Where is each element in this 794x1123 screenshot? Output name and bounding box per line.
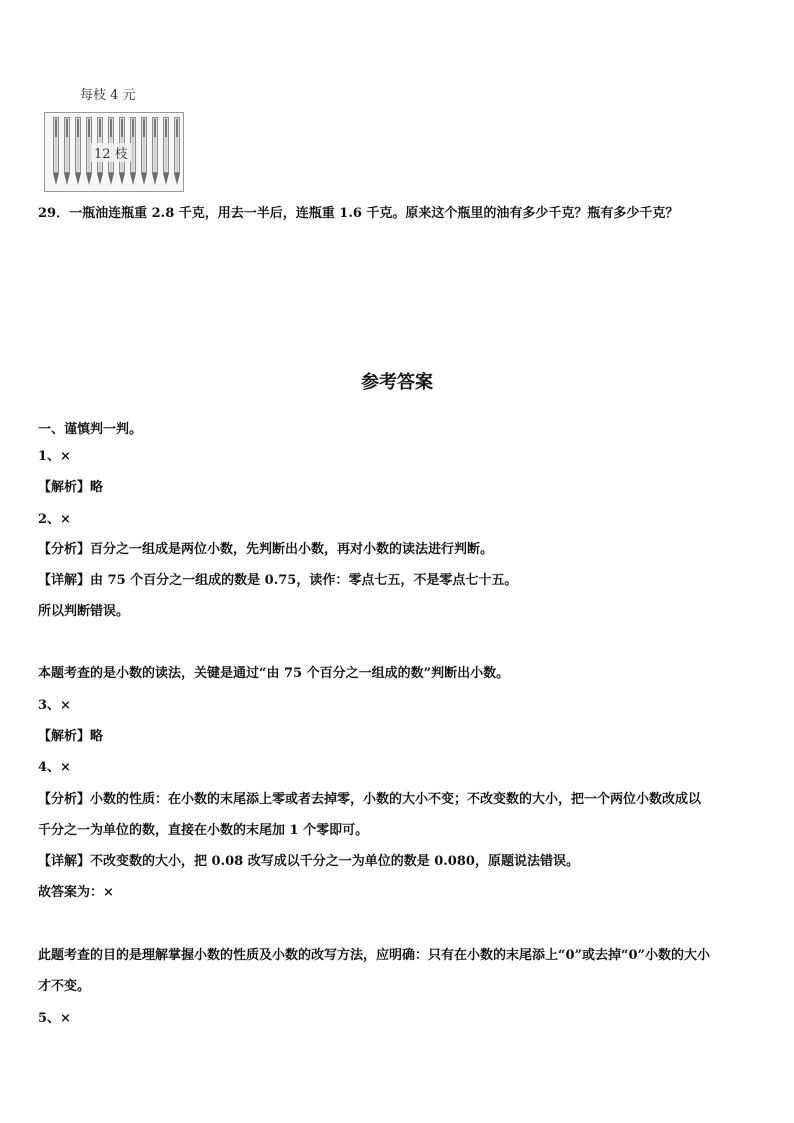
price-caption: 每枝 4 元 (80, 88, 136, 103)
pencil-count-label: 12 枝 (91, 143, 131, 162)
pencil-icon (73, 117, 83, 187)
answer-4-analysis-line1: 【分析】小数的性质：在小数的末尾添上零或者去掉零，小数的大小不变；不改变数的大小，把一个两位小数改成以 (38, 792, 702, 807)
answer-4-detail: 【详解】不改变数的大小，把 0.08 改写成以千分之一为单位的数是 0.080，原题说法错误。 (38, 854, 579, 869)
pencil-icon (62, 117, 72, 187)
pencil-icon (172, 117, 182, 187)
answer-3: 3、× (38, 698, 71, 713)
pencil-icon (139, 117, 149, 187)
answer-4-note-line2: 才不变。 (38, 979, 91, 994)
pencil-icon (161, 117, 171, 187)
answer-2-detail: 【详解】由 75 个百分之一组成的数是 0.75，读作：零点七五，不是零点七十五。 (38, 573, 518, 588)
answer-2-conclusion: 所以判断错误。 (38, 604, 130, 619)
pencil-icon (51, 117, 61, 187)
question-29: 29．一瓶油连瓶重 2.8 千克，用去一半后，连瓶重 1.6 千克。原来这个瓶里的油有多少千克？瓶有多少千克？ (38, 206, 679, 221)
answer-5: 5、× (38, 1011, 71, 1026)
answer-4-analysis-line2: 千分之一为单位的数，直接在小数的末尾加 1 个零即可。 (38, 823, 369, 838)
answers-title: 参考答案 (361, 372, 433, 393)
answer-2-note: 本题考查的是小数的读法，关键是通过“由 75 个百分之一组成的数”判断出小数。 (38, 666, 510, 681)
answer-1-analysis: 【解析】略 (38, 480, 104, 495)
pencil-box-image (44, 112, 184, 192)
answer-4: 4、× (38, 760, 71, 775)
answer-2-analysis: 【分析】百分之一组成是两位小数，先判断出小数，再对小数的读法进行判断。 (38, 542, 494, 557)
answer-2: 2、× (38, 512, 71, 527)
answer-4-note-line1: 此题考查的目的是理解掌握小数的性质及小数的改写方法，应明确：只有在小数的末尾添上“0”或去掉“0”小数的大小 (38, 948, 711, 963)
answer-1: 1、× (38, 449, 71, 464)
answer-3-analysis: 【解析】略 (38, 729, 104, 744)
section-heading: 一、谨慎判一判。 (38, 422, 143, 437)
pencil-icon (150, 117, 160, 187)
answer-4-answer: 故答案为：× (38, 885, 114, 900)
